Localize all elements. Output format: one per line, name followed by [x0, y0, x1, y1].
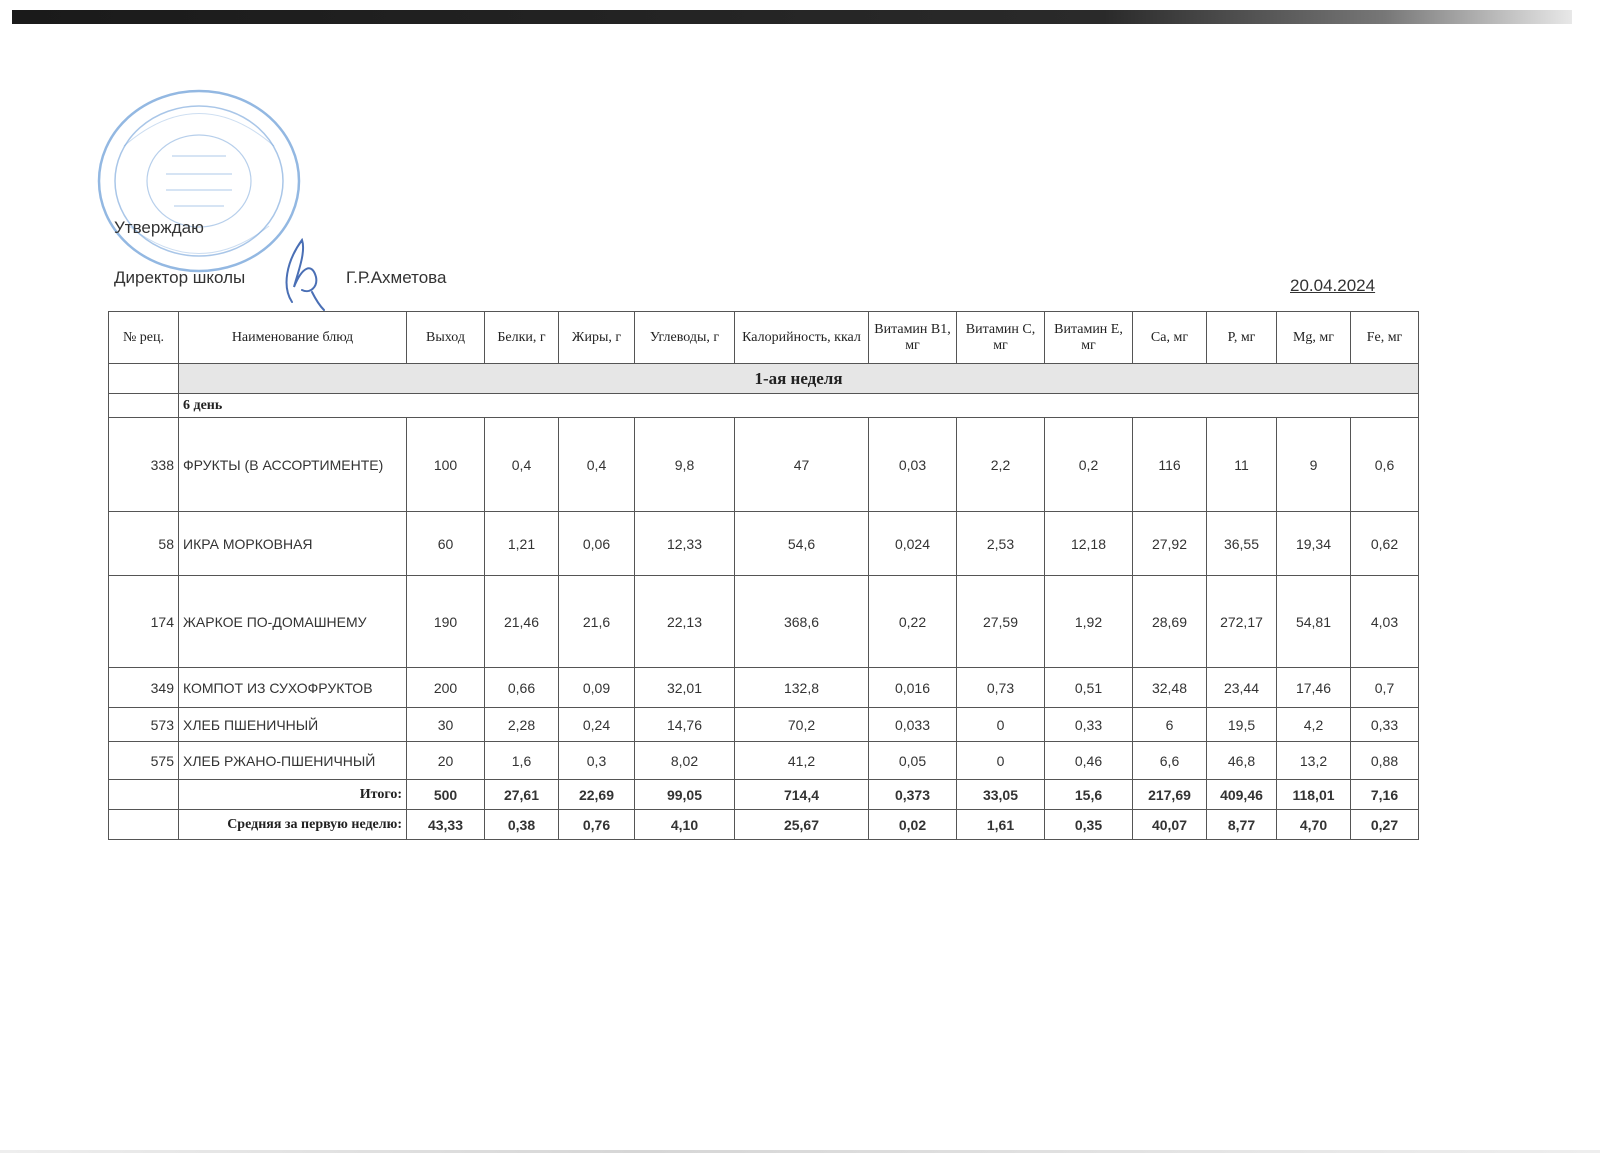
scan-edge-bottom — [0, 1150, 1600, 1153]
cell-yield: 200 — [407, 668, 485, 708]
table-row — [109, 742, 1419, 780]
cell-yield: 30 — [407, 708, 485, 742]
col-header-ca: Ca, мг — [1133, 312, 1207, 364]
total-fat: 22,69 — [559, 780, 635, 810]
col-header-mg: Mg, мг — [1277, 312, 1351, 364]
average-ca: 40,07 — [1133, 810, 1207, 840]
cell-vit-e: 0,51 — [1045, 668, 1133, 708]
cell-fat: 0,4 — [559, 418, 635, 512]
cell-fat: 0,3 — [559, 742, 635, 780]
table-row — [109, 668, 1419, 708]
cell-vit-b1: 0,016 — [869, 668, 957, 708]
average-vit-c: 1,61 — [957, 810, 1045, 840]
col-header-vit-b1: Витамин В1, мг — [869, 312, 957, 364]
cell-carbs: 32,01 — [635, 668, 735, 708]
cell-calories: 70,2 — [735, 708, 869, 742]
cell-vit-c: 2,2 — [957, 418, 1045, 512]
cell-protein: 21,46 — [485, 576, 559, 668]
cell-protein: 0,66 — [485, 668, 559, 708]
cell-vit-c: 0,73 — [957, 668, 1045, 708]
cell-calories: 368,6 — [735, 576, 869, 668]
total-vit-c: 33,05 — [957, 780, 1045, 810]
average-yield: 43,33 — [407, 810, 485, 840]
recipe-number: 338 — [109, 418, 179, 512]
director-role: Директор школы — [114, 268, 246, 287]
cell-p: 272,17 — [1207, 576, 1277, 668]
total-mg: 118,01 — [1277, 780, 1351, 810]
cell-yield: 190 — [407, 576, 485, 668]
cell-yield: 20 — [407, 742, 485, 780]
cell-fat: 0,06 — [559, 512, 635, 576]
cell-p: 46,8 — [1207, 742, 1277, 780]
total-vit-e: 15,6 — [1045, 780, 1133, 810]
cell-ca: 32,48 — [1133, 668, 1207, 708]
cell-fat: 21,6 — [559, 576, 635, 668]
director-name: Г.Р.Ахметова — [346, 268, 447, 287]
cell-calories: 41,2 — [735, 742, 869, 780]
col-header-protein: Белки, г — [485, 312, 559, 364]
total-vit-b1: 0,373 — [869, 780, 957, 810]
day-row — [109, 394, 1419, 418]
recipe-number: 174 — [109, 576, 179, 668]
dish-name: ХЛЕБ РЖАНО-ПШЕНИЧНЫЙ — [179, 742, 407, 780]
cell-mg: 4,2 — [1277, 708, 1351, 742]
cell-mg: 19,34 — [1277, 512, 1351, 576]
table-row — [109, 418, 1419, 512]
cell-ca: 116 — [1133, 418, 1207, 512]
cell-vit-c: 0 — [957, 708, 1045, 742]
total-row — [109, 780, 1419, 810]
table-row — [109, 512, 1419, 576]
average-calories: 25,67 — [735, 810, 869, 840]
recipe-number: 58 — [109, 512, 179, 576]
total-label: Итого: — [179, 780, 407, 810]
cell-p: 23,44 — [1207, 668, 1277, 708]
total-calories: 714,4 — [735, 780, 869, 810]
cell-yield: 60 — [407, 512, 485, 576]
recipe-number: 573 — [109, 708, 179, 742]
cell-carbs: 14,76 — [635, 708, 735, 742]
director-line — [114, 268, 614, 292]
col-header-p: P, мг — [1207, 312, 1277, 364]
average-row — [109, 810, 1419, 840]
cell-fe: 0,6 — [1351, 418, 1419, 512]
cell-vit-b1: 0,05 — [869, 742, 957, 780]
scan-edge-top — [12, 10, 1572, 24]
table-row — [109, 708, 1419, 742]
dish-name: ИКРА МОРКОВНАЯ — [179, 512, 407, 576]
document-date: 20.04.2024 — [1290, 276, 1376, 295]
recipe-number: 575 — [109, 742, 179, 780]
average-vit-b1: 0,02 — [869, 810, 957, 840]
header-row — [109, 312, 1419, 364]
cell-fe: 4,03 — [1351, 576, 1419, 668]
total-p: 409,46 — [1207, 780, 1277, 810]
cell-mg: 9 — [1277, 418, 1351, 512]
col-header-vit-c: Витамин С, мг — [957, 312, 1045, 364]
cell-vit-c: 2,53 — [957, 512, 1045, 576]
cell-vit-c: 0 — [957, 742, 1045, 780]
total-ca: 217,69 — [1133, 780, 1207, 810]
cell-ca: 6 — [1133, 708, 1207, 742]
total-yield: 500 — [407, 780, 485, 810]
day-label: 6 день — [179, 394, 1419, 418]
average-carbs: 4,10 — [635, 810, 735, 840]
col-header-yield: Выход — [407, 312, 485, 364]
average-mg: 4,70 — [1277, 810, 1351, 840]
cell-mg: 13,2 — [1277, 742, 1351, 780]
col-header-fat: Жиры, г — [559, 312, 635, 364]
nutrition-table — [108, 311, 1419, 840]
cell-protein: 1,6 — [485, 742, 559, 780]
total-carbs: 99,05 — [635, 780, 735, 810]
cell-fat: 0,24 — [559, 708, 635, 742]
col-header-rec: № рец. — [109, 312, 179, 364]
cell-carbs: 12,33 — [635, 512, 735, 576]
cell-vit-b1: 0,033 — [869, 708, 957, 742]
cell-fe: 0,33 — [1351, 708, 1419, 742]
cell-calories: 54,6 — [735, 512, 869, 576]
cell-carbs: 8,02 — [635, 742, 735, 780]
cell-vit-e: 0,46 — [1045, 742, 1133, 780]
cell-fe: 0,7 — [1351, 668, 1419, 708]
cell-vit-c: 27,59 — [957, 576, 1045, 668]
average-protein: 0,38 — [485, 810, 559, 840]
cell-carbs: 22,13 — [635, 576, 735, 668]
average-label: Средняя за первую неделю: — [179, 810, 407, 840]
cell-protein: 0,4 — [485, 418, 559, 512]
dish-name: ФРУКТЫ (В АССОРТИМЕНТЕ) — [179, 418, 407, 512]
average-fat: 0,76 — [559, 810, 635, 840]
signature — [272, 232, 328, 312]
week-label: 1-ая неделя — [179, 364, 1419, 394]
col-header-carbs: Углеводы, г — [635, 312, 735, 364]
cell-mg: 54,81 — [1277, 576, 1351, 668]
cell-ca: 27,92 — [1133, 512, 1207, 576]
average-fe: 0,27 — [1351, 810, 1419, 840]
approve-label: Утверждаю — [114, 218, 204, 237]
cell-vit-e: 1,92 — [1045, 576, 1133, 668]
col-header-calories: Калорийность, ккал — [735, 312, 869, 364]
cell-protein: 1,21 — [485, 512, 559, 576]
average-vit-e: 0,35 — [1045, 810, 1133, 840]
dish-name: ЖАРКОЕ ПО-ДОМАШНЕМУ — [179, 576, 407, 668]
average-p: 8,77 — [1207, 810, 1277, 840]
col-header-fe: Fe, мг — [1351, 312, 1419, 364]
table-row — [109, 576, 1419, 668]
week-row — [109, 364, 1419, 394]
cell-p: 19,5 — [1207, 708, 1277, 742]
recipe-number: 349 — [109, 668, 179, 708]
cell-vit-e: 0,33 — [1045, 708, 1133, 742]
cell-vit-b1: 0,024 — [869, 512, 957, 576]
cell-ca: 28,69 — [1133, 576, 1207, 668]
cell-mg: 17,46 — [1277, 668, 1351, 708]
cell-vit-b1: 0,22 — [869, 576, 957, 668]
cell-vit-b1: 0,03 — [869, 418, 957, 512]
dish-name: КОМПОТ ИЗ СУХОФРУКТОВ — [179, 668, 407, 708]
col-header-vit-e: Витамин Е, мг — [1045, 312, 1133, 364]
cell-fe: 0,62 — [1351, 512, 1419, 576]
cell-fat: 0,09 — [559, 668, 635, 708]
cell-carbs: 9,8 — [635, 418, 735, 512]
cell-p: 11 — [1207, 418, 1277, 512]
cell-p: 36,55 — [1207, 512, 1277, 576]
cell-yield: 100 — [407, 418, 485, 512]
dish-name: ХЛЕБ ПШЕНИЧНЫЙ — [179, 708, 407, 742]
cell-vit-e: 12,18 — [1045, 512, 1133, 576]
total-protein: 27,61 — [485, 780, 559, 810]
cell-ca: 6,6 — [1133, 742, 1207, 780]
cell-vit-e: 0,2 — [1045, 418, 1133, 512]
col-header-dish: Наименование блюд — [179, 312, 407, 364]
cell-calories: 47 — [735, 418, 869, 512]
cell-calories: 132,8 — [735, 668, 869, 708]
cell-fe: 0,88 — [1351, 742, 1419, 780]
cell-protein: 2,28 — [485, 708, 559, 742]
total-fe: 7,16 — [1351, 780, 1419, 810]
